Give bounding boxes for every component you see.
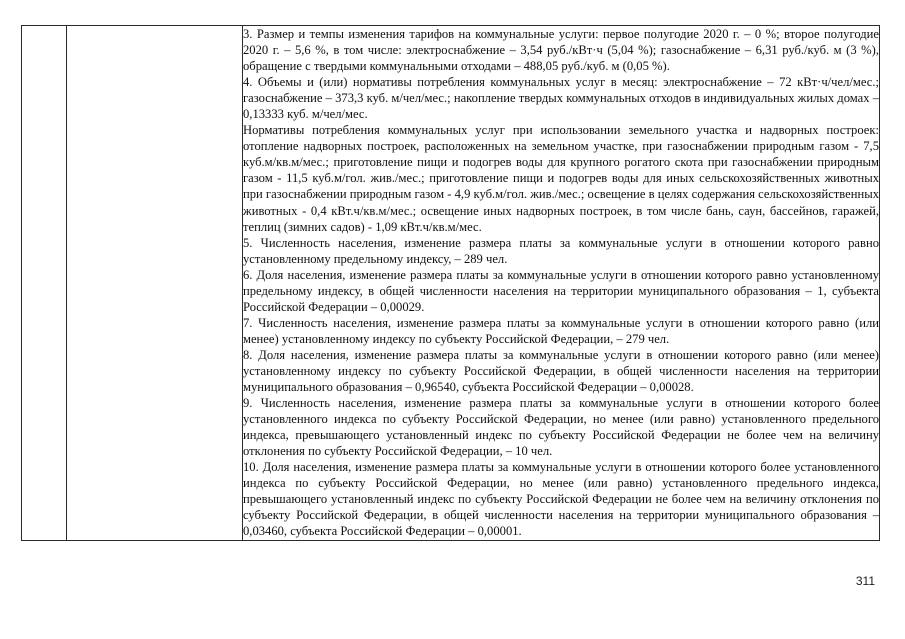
- content-table: [21, 25, 880, 541]
- paragraph-share-above-index: 10. Доля населения, изменение размера платы за коммунальные услуги в отношении которого более установленного индекса по субъекту Российской Федерации, но менее (или равно) установленного предельного индекса, превышающего установленный индекс по субъекту Российской Федерации не более чем на величину отклонения по субъекту Российской Федерации, в общей численности населения на территории муниципального образования – 0,03460, субъекта Российской Федерации – 0,00001.: [243, 460, 879, 539]
- paragraph-population-above-index: 9. Численность населения, изменение размера платы за коммунальные услуги в отношении которого более установленного индекса по субъекту Российской Федерации, но менее (или равно) установленного предельного индекса, превышающего установленный индекс по субъекту Российской Федерации не более чем на величину отклонения по субъекту Российской Федерации, – 10 чел.: [243, 396, 879, 459]
- paragraph-land-plot-norms: Нормативы потребления коммунальных услуг при использовании земельного участка и надворных построек: отопление надворных построек, расположенных на земельном участке, при газоснабжении природным газом - 7,5 куб.м/кв.м/мес.; приготовление пищи и подогрев воды для крупного рогатого скота при газоснабжении природным газом - 11,5 куб.м/гол. жив./мес.; приготовление пищи и подогрев воды для иных сельскохозяйственных животных при газоснабжении природным газом - 4,9 куб.м/гол. жив./мес.; освещение в целях содержания сельскохозяйственных животных - 0,4 кВт.ч/кв.м/мес.; освещение иных надворных построек, в том числе бань, саун, бассейнов, гаражей, теплиц (зимних садов) - 1,09 кВт.ч/кв.м/мес.: [243, 123, 879, 234]
- row-text-cell: [243, 26, 880, 541]
- page-number: 311: [855, 574, 875, 588]
- paragraph-tariff-rates: 3. Размер и темпы изменения тарифов на коммунальные услуги: первое полугодие 2020 г. – 0 %; второе полугодие 2020 г. – 5,6 %, в том числе: электроснабжение – 3,54 руб./кВт·ч (5,04 %); газоснабжение – 6,31 руб./куб. м (3 %), обращение с твердыми коммунальными отходами – 488,05 руб./куб. м (0,05 %).: [243, 27, 879, 74]
- paragraph-consumption-volumes: 4. Объемы и (или) нормативы потребления коммунальных услуг в месяц: электроснабжение – 72 кВт·ч/чел/мес.; газоснабжение – 373,3 куб. м/чел/мес.; накопление твердых коммунальных отходов в индивидуальных жилых домах – 0,13333 куб. м/чел/мес.: [243, 75, 879, 122]
- paragraph-population-at-limit: 5. Численность населения, изменение размера платы за коммунальные услуги в отношении которого равно установленному предельному индексу, – 289 чел.: [243, 235, 879, 266]
- table-row: [22, 26, 880, 541]
- paragraph-population-below-index: 7. Численность населения, изменение размера платы за коммунальные услуги в отношении которого равно (или менее) установленному индексу по субъекту Российской Федерации, – 279 чел.: [243, 315, 879, 346]
- row-name-cell: [67, 26, 243, 541]
- paragraph-share-below-index: 8. Доля населения, изменение размера платы за коммунальные услуги в отношении которого равно (или менее) установленному индексу по субъекту Российской Федерации, в общей численности населения на территории муниципального образования – 0,96540, субъекта Российской Федерации – 0,00028.: [243, 347, 879, 395]
- paragraph-share-at-limit: 6. Доля населения, изменение размера платы за коммунальные услуги в отношении которого равно установленному предельному индексу, в общей численности населения на территории муниципального образования – 1, субъекта Российской Федерации – 0,00029.: [243, 267, 879, 314]
- row-number-cell: [22, 26, 67, 541]
